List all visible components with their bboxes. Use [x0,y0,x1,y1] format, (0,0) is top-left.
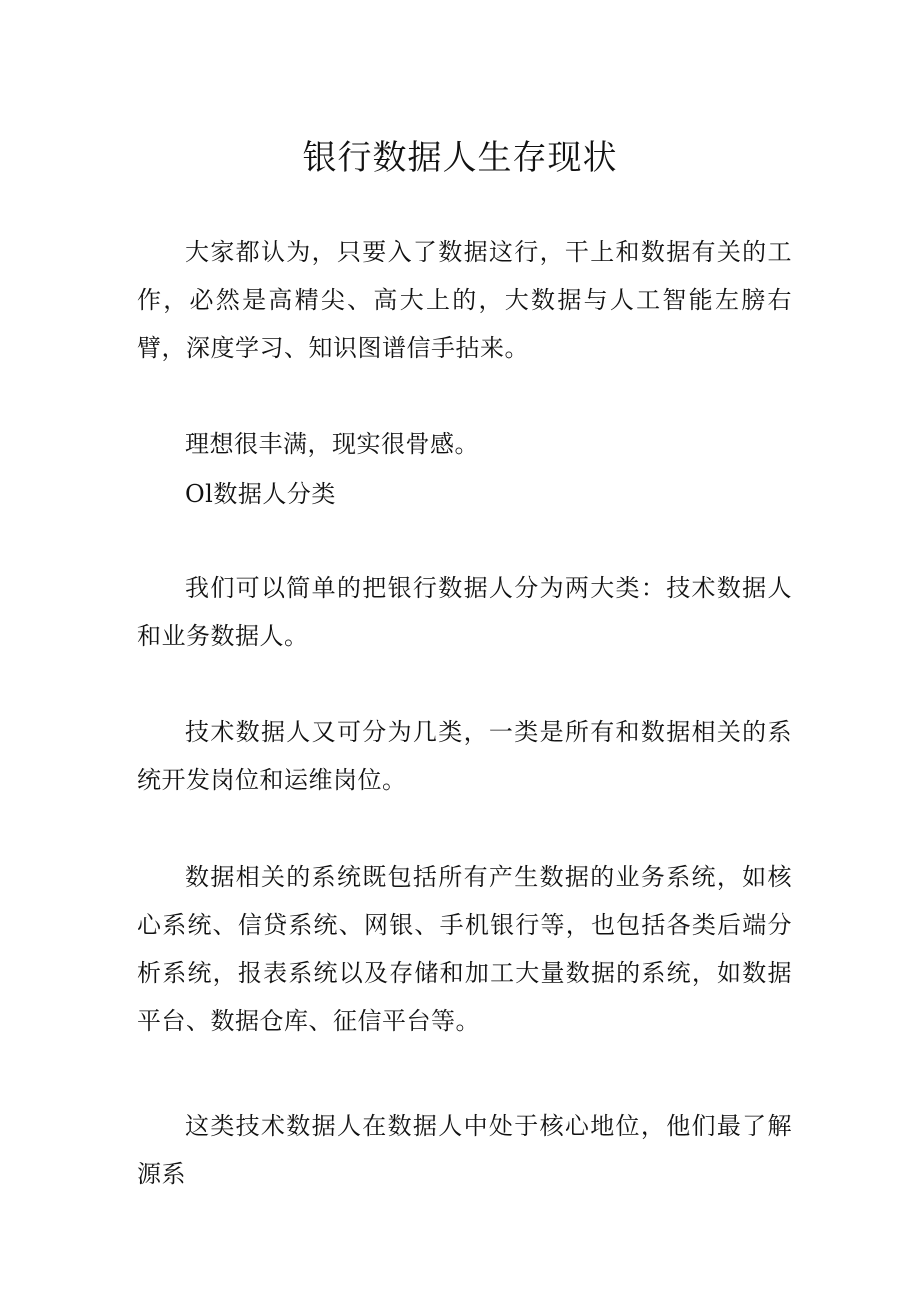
paragraph-tech-types: 技术数据人又可分为几类，一类是所有和数据相关的系统开发岗位和运维岗位。 [137,718,792,794]
document-title: 银行数据人生存现状 [302,138,618,178]
paragraph-core-position: 这类技术数据人在数据人中处于核心地位，他们最了解源系 [137,1112,792,1188]
paragraph-intro: 大家都认为，只要入了数据这行，干上和数据有关的工作，必然是高精尖、高大上的，大数据与人工智能左膀右臂，深度学习、知识图谱信手拈来。 [137,238,792,362]
section-heading-classification: Ol数据人分类 [185,480,336,508]
paragraph-related-systems: 数据相关的系统既包括所有产生数据的业务系统，如核心系统、信贷系统、网银、手机银行等，也包括各类后端分析系统，报表系统以及存储和加工大量数据的系统，如数据平台、数据仓库、征信平台等。 [137,863,792,1035]
paragraph-reality: 理想很丰满，现实很骨感。 [185,430,479,458]
paragraph-two-categories: 我们可以简单的把银行数据人分为两大类：技术数据人和业务数据人。 [137,574,792,650]
